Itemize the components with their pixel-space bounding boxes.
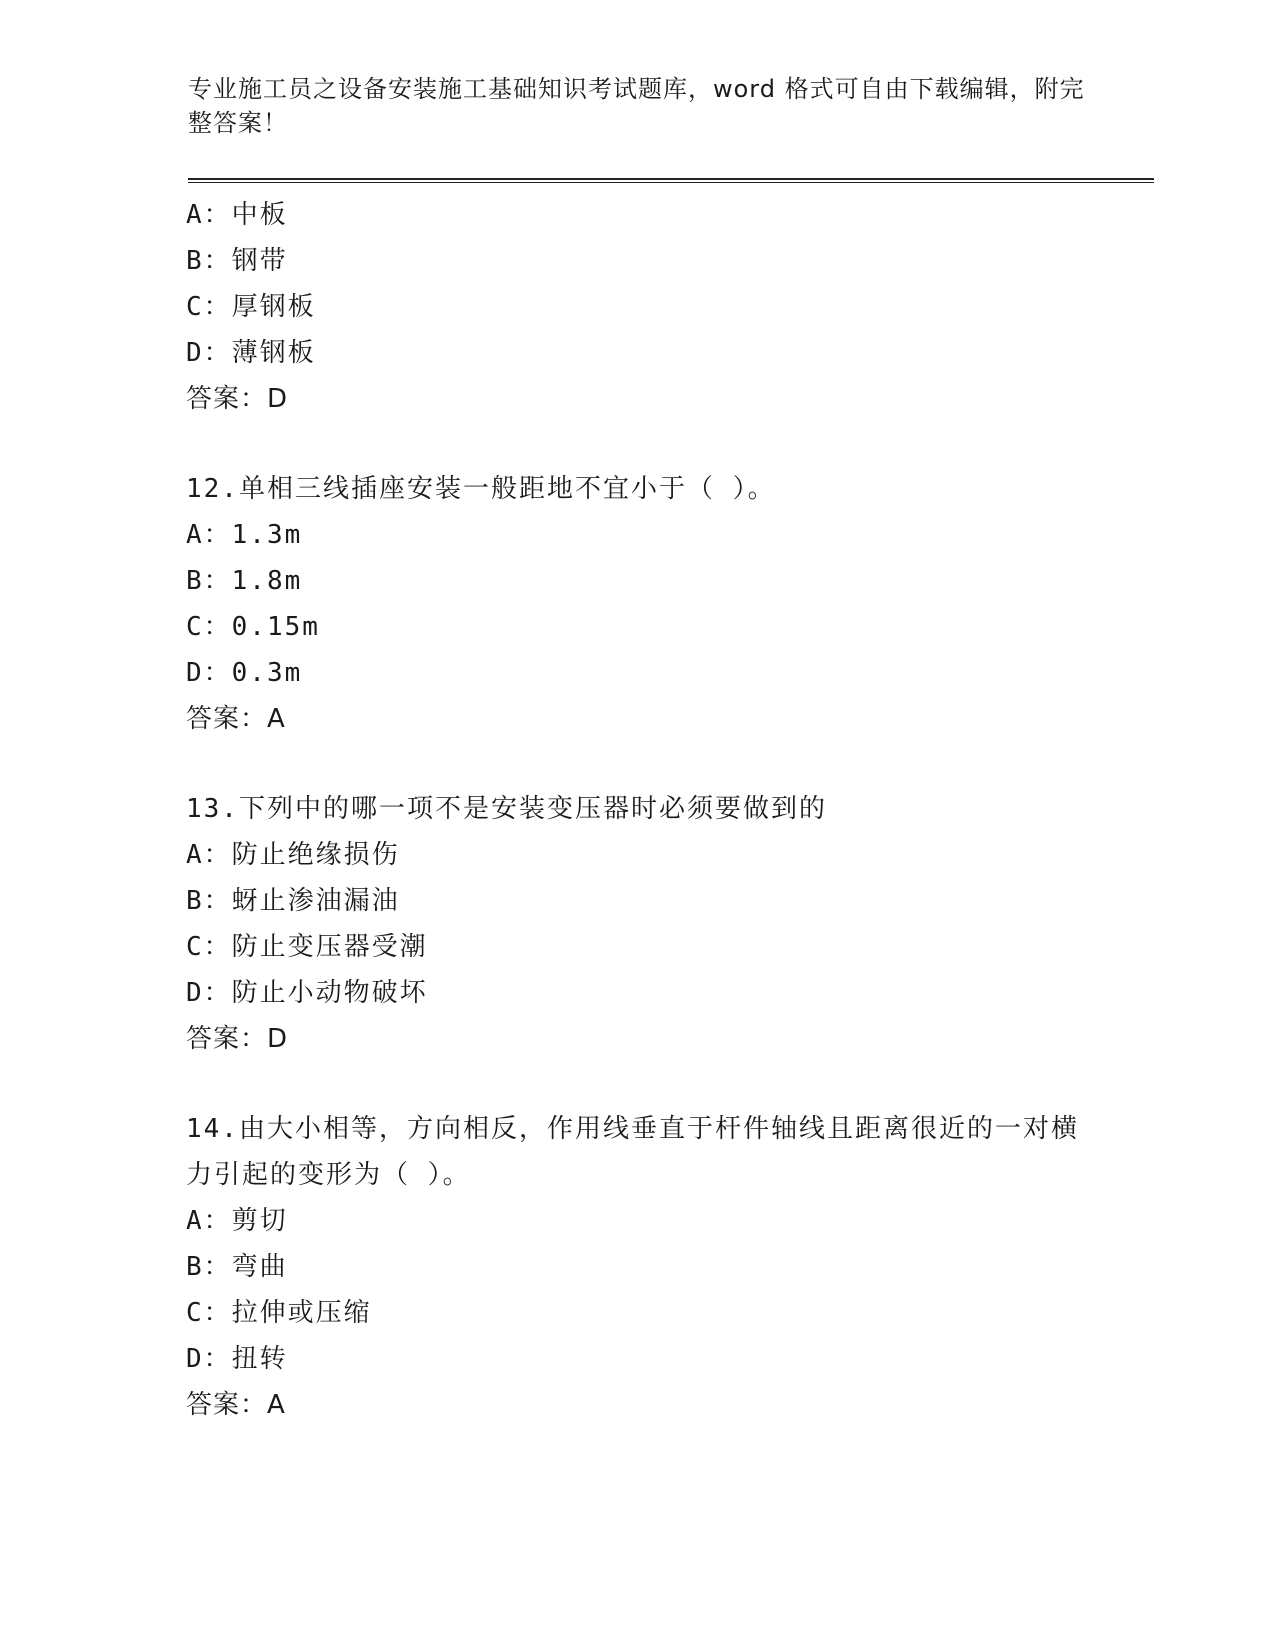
answer: 答案：D — [186, 1024, 289, 1054]
option-a: A：防止绝缘损伤 — [186, 840, 400, 870]
option-a: A：中板 — [186, 200, 288, 230]
question-12 — [186, 466, 1086, 742]
question-13 — [186, 786, 1086, 1062]
option-d: D：扭转 — [186, 1344, 288, 1374]
option-b: B：钢带 — [186, 246, 288, 276]
option-a: A：剪切 — [186, 1206, 288, 1236]
option-b: B：蚜止渗油漏油 — [186, 886, 400, 916]
question-text: 12.单相三线插座安装一般距地不宜小于（ ）。 — [186, 474, 776, 504]
option-d: D：防止小动物破坏 — [186, 978, 428, 1008]
option-a: A：1.3m — [186, 520, 303, 550]
answer: 答案：D — [186, 384, 289, 414]
question-text: 13.下列中的哪一项不是安装变压器时必须要做到的 — [186, 794, 827, 824]
option-c: C：拉伸或压缩 — [186, 1298, 372, 1328]
option-b: B：弯曲 — [186, 1252, 288, 1282]
answer: 答案：A — [186, 1390, 286, 1420]
answer: 答案：A — [186, 704, 286, 734]
option-d: D：薄钢板 — [186, 338, 316, 368]
question-14 — [186, 1106, 1086, 1428]
option-c: C：0.15m — [186, 612, 320, 642]
option-c: C：防止变压器受潮 — [186, 932, 428, 962]
option-c: C：厚钢板 — [186, 292, 316, 322]
document-header: 专业施工员之设备安装施工基础知识考试题库，word 格式可自由下载编辑，附完整答案！ — [188, 75, 1085, 137]
option-b: B：1.8m — [186, 566, 303, 596]
header-divider — [188, 178, 1154, 180]
question-list — [186, 192, 1086, 1428]
option-d: D：0.3m — [186, 658, 303, 688]
question-11 — [186, 192, 1086, 422]
question-text: 14.由大小相等，方向相反，作用线垂直于杆件轴线且距离很近的一对横力引起的变形为（ ）。 — [186, 1114, 1079, 1190]
header-divider-thin — [188, 182, 1154, 183]
